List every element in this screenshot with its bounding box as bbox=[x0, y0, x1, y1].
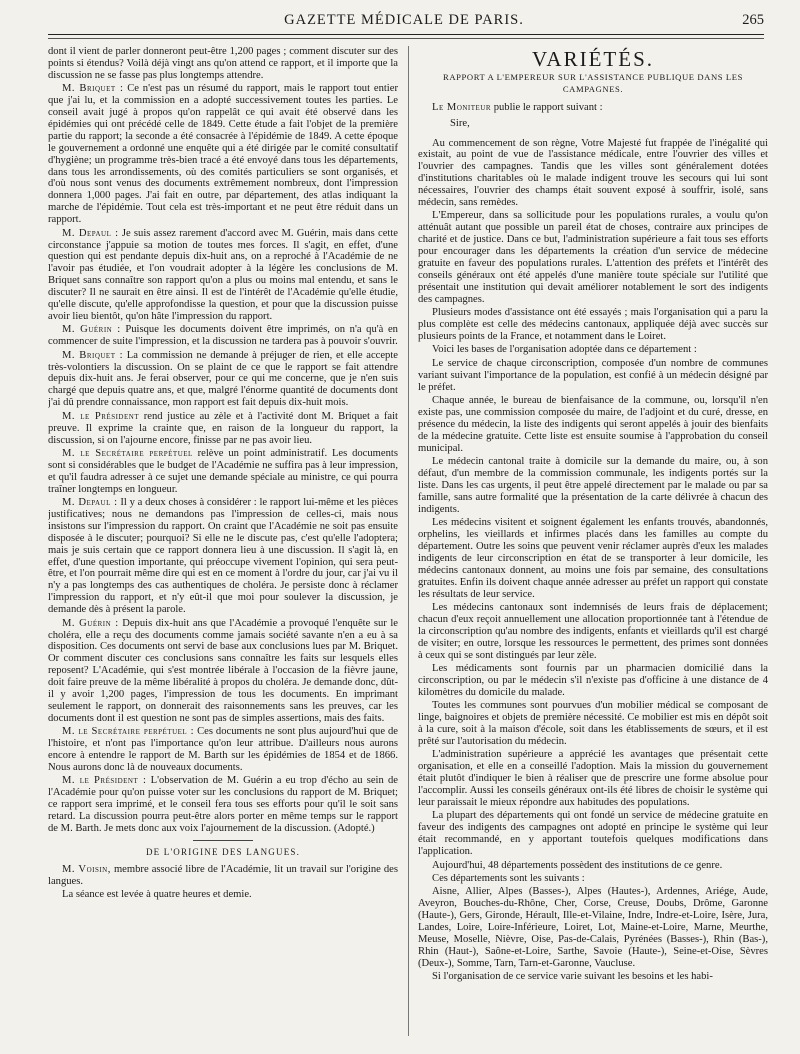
paragraph-text: relève un point administratif. Les documents sont si considérables que le budget de l'Académie ne suffira pas à leur impression, et qu'il faudra adresser à ce sujet une demande spéciale au ministre, ce qui pourra traîner longtemps en longueur. bbox=[48, 447, 398, 495]
paragraph bbox=[48, 618, 398, 725]
paragraph-text: Depuis dix-huit ans que l'Académie a provoqué l'enquête sur le choléra, elle a reçu des documents comme jamais société savante n'en a eu à sa disposition. Ces documents ont servi de base aux conclusions lues par M. Briquet. Or comment discuter ces conclusions sans connaître les faits sur lesquels elles reposent? L'Académie, qui s'est montrée libérale à l'occasion de la fièvre jaune, doit faire preuve de la même libéralité à propos du choléra. Je demande donc, dût-il y avoir 1,200 pages, l'impression de tous les documents. En imprimant seulement le rapport, on donnerait des raisonnements sans les preuves, car les documents dont il est question ne sont pas de simples assertions, mais des faits. bbox=[48, 617, 398, 724]
paragraph bbox=[48, 324, 398, 348]
paragraph-text: rend justice au zèle et à l'activité dont M. Briquet a fait preuve. Il exprime la crainte que, en raison de la longueur du rapport, la discussion, si on l'ajourne encore, finisse par ne pas avoir lieu. bbox=[48, 410, 398, 446]
paragraph-text: membre associé libre de l'Académie, lit un travail sur l'origine des langues. bbox=[48, 863, 398, 887]
paragraph: Les médecins visitent et soignent également les enfants trouvés, abandonnés, orphelins, les vieillards et infirmes placés dans les familles au compte du département. Outre les soins que peuvent venir réclamer auprès d'eux les malades indigents de leur circonscription en état de se transporter à leur domicile, les médecins cantonaux donnent, au moins une fois par semaine, des consultations gratuites. Enfin ils doivent chaque année adresser au préfet un rapport qui constate les résultats de leur service. bbox=[418, 517, 768, 600]
paragraph: Voici les bases de l'organisation adoptée dans ce département : bbox=[432, 344, 697, 356]
section-divider bbox=[193, 840, 253, 841]
paragraph bbox=[48, 775, 398, 835]
paragraph-text: Ce n'est pas un résumé du rapport, mais le rapport tout entier que j'ai lu, et la commission en a adopté successivement toutes les parties. Le conseil avait jugé à propos qu'on rappelât ce qui avait été observé dans les épidémies qui ont précédé celle de 1849. Cette étude a fait l'objet de la première partie du rapport; la seconde a été consacrée à l'épidémie de 1849. A cette époque le gouvernement a ordonné une enquête qui a été dirigée par le comité consultatif d'hygiène; un programme très-bien tracé a été envoyé dans tous les départements, dans tous les arrondissements, où des comités particuliers se sont organisés, et d'où nous sont venus des documents extrêmement nombreux, dont l'impression donnera 1,000 pages. J'ai fait en outre, par département, des atlas indiquant la marche de l'épidémie. Tout cela est très-important et ne peut être réduit dans un rapport. bbox=[48, 83, 398, 226]
header-rule-thin bbox=[48, 38, 764, 39]
speaker-name: M. le Secrétaire perpétuel : bbox=[62, 726, 195, 738]
paragraph-text: La commission ne demande à préjuger de rien, et elle accepte très-volontiers la discussion. On se plaint de ce que le rapport se fait attendre depuis dix-huit ans. Je ferai observer, pour ce qui me concerne, que je n'en suis chargé que depuis quatre ans, et que, malgré l'énorme quantité de documents dont j'ai dû prendre connaissance, mon rapport est fait depuis dix-huit mois. bbox=[48, 349, 398, 409]
speaker-name: M. le Secrétaire perpétuel bbox=[62, 447, 193, 459]
salutation: Sire, bbox=[450, 117, 470, 129]
speaker-name: M. Depaul : bbox=[62, 227, 119, 239]
paragraph: Toutes les communes sont pourvues d'un mobilier médical se composant de linge, baignoires et objets de première nécessité. Ce mobilier est mis en dépôt soit à la cure, soit à la maison d'école, soit dans les établissements de sœurs, et il est prêté sur l'autorisation du médecin. bbox=[418, 700, 768, 747]
paragraph-text: Il y a deux choses à considérer : le rapport lui-même et les pièces justificatives; nous ne demandons pas l'impression de celles-ci, mais nous insistons sur l'impression du rapport. On craint que l'Académie ne soit pas ensuite disposée à le discuter; pourquoi? Si elle ne le discute pas, c'est qu'elle l'adoptera; mais je suis certain que ce rapport donnera lieu à une discussion. Il s'agit là, en effet, d'une question importante, qui préoccupe vivement l'opinion, qui sera peut-être, et l'on pourrait même dire qui est en ce moment à l'ordre du jour, car j'ai vu il n'y a pas longtemps des cas authentiques de choléra. Je persiste donc à réclamer l'impression du rapport, et n'y eût-il que moi pour soulever la discussion, je demande dès à présent la parole. bbox=[48, 497, 398, 616]
department-list: Aisne, Allier, Alpes (Basses-), Alpes (Hautes-), Ardennes, Ariége, Aude, Aveyron, Bouches-du-Rhône, Cher, Corse, Creuse, Doubs, Drôme, Garonne (Haute-), Gers, Gironde, Hérault, Ille-et-Vilaine, Indre, Indre-et-Loire, Isère, Jura, Landes, Loire, Loire-Inférieure, Loiret, Lot, Maine-et-Loire, Marne, Meurthe, Meuse, Moselle, Nièvre, Oise, Pas-de-Calais, Pyrénées (Basses-), Rhin (Bas-), Rhin (Haut-), Saône-et-Loire, Sarthe, Savoie (Haute-), Seine-et-Oise, Sèvres (Deux-), Somme, Tarn, Tarn-et-Garonne, Vaucluse. bbox=[418, 886, 768, 969]
paragraph: Les médecins cantonaux sont indemnisés de leurs frais de déplacement; chacun d'eux reçoit annuellement une allocation proportionnée tant à l'étendue de la circonscription qu'au nombre des indigents, enfants et vieillards qu'il est chargé de visiter; en outre, lorsque les ressources le permettent, des primes sont données à ceux qui se sont distingués par leur zèle. bbox=[418, 601, 768, 661]
paragraph: Au commencement de son règne, Votre Majesté fut frappée de l'inégalité qui existait, au point de vue de l'assistance médicale, entre l'ouvrier des villes et l'ouvrier des campagnes. Tandis que les villes sont généralement dotées d'institutions charitables où le malade indigent trouve les secours qui lui sont nécessaires, l'ouvrier des champs était souvent exposé à souffrir, isolé, sans médecin, sans remèdes. bbox=[418, 137, 768, 209]
paragraph: Chaque année, le bureau de bienfaisance de la commune, ou, lorsqu'il n'en existe pas, une commission composée du maire, de l'adjoint et du curé, dresse, en présence du médecin, la liste des indigents qui seront appelés à jouir des bienfaits de la médecine gratuite. Cette liste est ensuite soumise à l'approbation du conseil municipal. bbox=[418, 395, 768, 454]
paragraph-text: Puisque les documents doivent être imprimés, on n'a qu'à en commencer de suite l'impression, et la discussion ne tardera pas à pouvoir s'ouvrir. bbox=[48, 324, 398, 348]
paragraph bbox=[48, 497, 398, 616]
paragraph bbox=[48, 448, 398, 496]
paragraph: Aujourd'hui, 48 départements possèdent des institutions de ce genre. bbox=[432, 859, 723, 871]
paragraph: Le médecin cantonal traite à domicile sur la demande du maire, ou, à son défaut, d'un membre de la commission communale, les indigents portés sur la liste. Dans les cas urgents, il peut être appelé directement par le malade ou par sa famille, sans autre formalité que la présentation de la carte délivrée à chacun des indigents. bbox=[418, 456, 768, 515]
right-column bbox=[418, 46, 768, 1046]
paragraph: L'Empereur, dans sa sollicitude pour les populations rurales, a voulu qu'on atténuât autant que possible un pareil état de choses, contraire aux principes de charité et de justice. Dans ce but, l'administration supérieure a fait tous ses efforts pour encourager dans les départements la création d'un service de médecine gratuite en faveur des populations rurales. L'attention des préfets et l'intérêt des conseils généraux ont été appelés d'une manière toute spéciale sur l'utilité que présentait une institution qui devait améliorer notablement le sort des indigents des campagnes. bbox=[418, 210, 768, 305]
page-number: 265 bbox=[742, 12, 764, 28]
header-rule bbox=[48, 34, 764, 35]
speaker-name: M. le Président bbox=[62, 410, 140, 422]
paragraph bbox=[48, 83, 398, 226]
paragraph: L'administration supérieure a apprécié les avantages que présentait cette organisation, et elle en a conseillé l'adoption. Mais la mission du gouvernement était plutôt d'indiquer le bien à réaliser que de prescrire une forme absolue pour l'accomplir. Aussi les conseils généraux ont-ils été libres de choisir le système qui leur paraissait le mieux répondre aux habitudes des populations. bbox=[418, 749, 768, 808]
paragraph-text: Je suis assez rarement d'accord avec M. Guérin, mais dans cette circonstance j'appuie sa motion de toutes mes forces. Il s'agit, en effet, d'une question qui est pendante depuis dix-huit ans, on a reproché à l'Académie de ne l'avoir pas étudiée, et l'on voudrait adopter à la légère les conclusions de M. Briquet sans connaître son rapport qu'on a plus ou moins mal entendu, et sans le discuter? Il ne saurait en être ainsi. Il est de l'intérêt de l'Académie qu'elle étudie, qu'elle discute, qu'elle approfondisse la question, et pour que la discussion puisse avoir lieu bientôt, qu'on hâte l'impression du rapport. bbox=[48, 227, 398, 322]
running-title: GAZETTE MÉDICALE DE PARIS. bbox=[284, 12, 524, 28]
paragraph bbox=[48, 864, 398, 888]
paragraph: La plupart des départements qui ont fondé un service de médecine gratuite en faveur des indigents des campagnes ont adopté en principe le système qui leur était recommandé, en y apportant toutefois quelques modifications dans l'application. bbox=[418, 810, 768, 858]
paragraph-text: Ces documents ne sont plus aujourd'hui que de l'histoire, et n'ont pas l'importance qu'on leur attribue. D'ailleurs nous aurons encore à entendre le rapport de M. Barth sur les épidémies de 1854 et de 1866. Nous aurons donc là de nouveaux documents. bbox=[48, 726, 398, 773]
speaker-name: M. Briquet : bbox=[62, 349, 124, 361]
paragraph: Plusieurs modes d'assistance ont été essayés ; mais l'organisation qui a paru la plus complète est celle des médecins cantonaux, appliquée déjà avec succès sur plusieurs points de la France, et notamment dans le Loiret. bbox=[418, 307, 768, 343]
section-title: VARIÉTÉS. bbox=[531, 47, 655, 71]
paragraph: La séance est levée à quatre heures et demie. bbox=[62, 889, 252, 901]
column-divider bbox=[408, 46, 409, 1036]
speaker-name: M. le Président : bbox=[62, 775, 147, 787]
section-heading: DE L'ORIGINE DES LANGUES. bbox=[145, 846, 301, 857]
paragraph bbox=[48, 228, 398, 323]
paragraph bbox=[418, 102, 768, 114]
speaker-name: M. Guérin : bbox=[62, 324, 121, 336]
paragraph: dont il vient de parler donneront peut-être 1,200 pages ; comment discuter sur des points si étendus? Voilà déjà vingt ans qu'on attend ce rapport, et il importe que la discussion ne se fasse pas plus longtemps attendre. bbox=[48, 46, 398, 81]
speaker-name: M. Voisin, bbox=[62, 863, 111, 875]
journal-name: Le Moniteur bbox=[432, 101, 492, 113]
article-subtitle: RAPPORT A L'EMPEREUR SUR L'ASSISTANCE PUBLIQUE DANS LES CAMPAGNES. bbox=[443, 71, 743, 94]
page-header bbox=[44, 12, 764, 32]
speaker-name: M. Briquet : bbox=[62, 83, 124, 95]
paragraph: Si l'organisation de ce service varie suivant les besoins et les habi- bbox=[432, 971, 713, 983]
paragraph: Ces départements sont les suivants : bbox=[432, 872, 585, 884]
paragraph bbox=[48, 411, 398, 447]
paragraph-text: publie le rapport suivant : bbox=[491, 101, 603, 113]
paragraph: Le service de chaque circonscription, composée d'un nombre de communes variant suivant l'importance de la population, est confié à un médecin désigné par le préfet. bbox=[418, 357, 768, 393]
paragraph bbox=[48, 726, 398, 774]
left-column bbox=[48, 46, 398, 1041]
paragraph: Les médicaments sont fournis par un pharmacien domicilié dans la circonscription, ou par le médecin s'il n'existe pas d'officine à une distance de 4 kilomètres du domicile du malade. bbox=[418, 663, 768, 698]
paragraph bbox=[48, 350, 398, 410]
speaker-name: M. Depaul : bbox=[62, 497, 118, 509]
speaker-name: M. Guérin : bbox=[62, 617, 119, 629]
paragraph-text: L'observation de M. Guérin a eu trop d'écho au sein de l'Académie pour qu'on puisse voter sur les conclusions du rapport de M. Briquet; ce rapport sera imprimé, et le conseil fera tous ses efforts pour qu'il le soit sans retard. La discussion pourra peut-être alors porter en même temps sur le rapport de M. Barth. Je mets donc aux voix l'ajournement de la discussion. (Adopté.) bbox=[48, 775, 398, 834]
